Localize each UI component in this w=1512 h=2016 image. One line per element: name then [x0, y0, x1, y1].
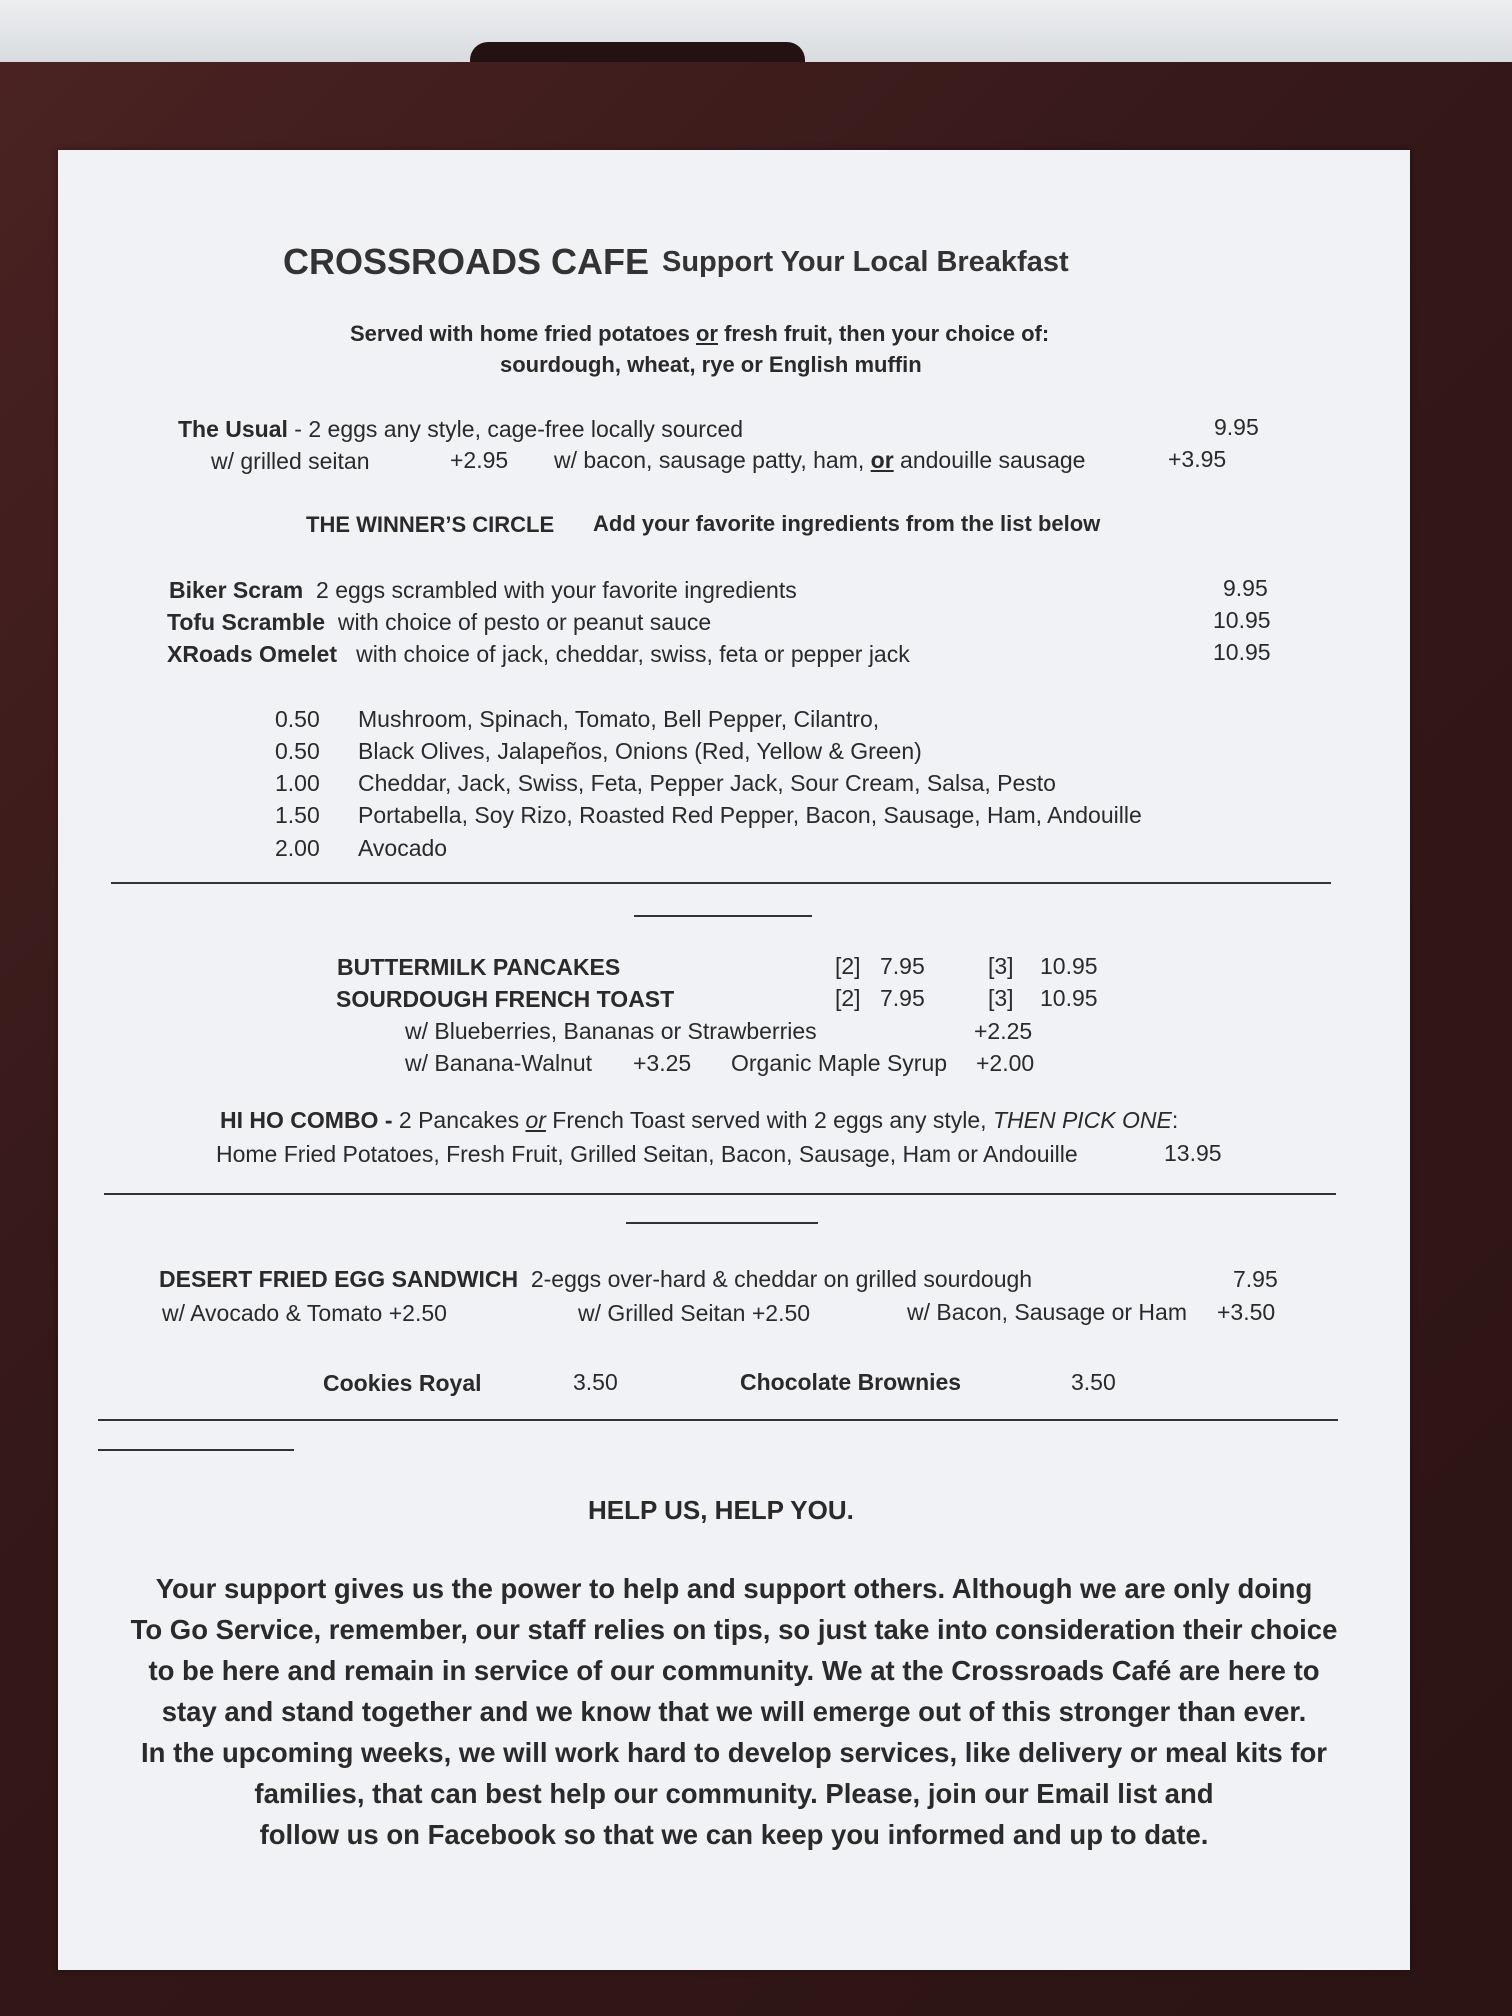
short-divider	[626, 1222, 818, 1224]
biker-scram-price: 9.95	[1223, 575, 1268, 601]
usual-seitan-price: +2.95	[450, 447, 509, 473]
berries-price: +2.25	[974, 1018, 1033, 1044]
tagline: Support Your Local Breakfast	[662, 246, 1069, 278]
syrup-addon: Organic Maple Syrup	[731, 1050, 948, 1076]
menu-item-egg-sandwich: DESERT FRIED EGG SANDWICH 2-eggs over-hard & cheddar on grilled sourdough	[159, 1266, 1033, 1292]
menu-item-brownies: Chocolate Brownies	[740, 1369, 962, 1395]
the-usual-line: The Usual - 2 eggs any style, cage-free locally sourced	[178, 416, 744, 442]
ingredient-list: Mushroom, Spinach, Tomato, Bell Pepper, Cilantro,	[358, 706, 880, 732]
usual-meat: w/ bacon, sausage patty, ham, or andouille sausage	[554, 447, 1086, 473]
served-line-2: sourdough, wheat, rye or English muffin	[500, 352, 922, 377]
section-divider	[104, 1193, 1336, 1195]
sandwich-addon-meat: w/ Bacon, Sausage or Ham	[907, 1299, 1187, 1325]
hi-ho-combo: HI HO COMBO - 2 Pancakes or French Toast served with 2 eggs any style, THEN PICK ONE:	[220, 1107, 1179, 1133]
cookies-price: 3.50	[573, 1369, 618, 1395]
xroads-omelet-price: 10.95	[1213, 639, 1271, 665]
pancakes-price-3: 10.95	[1040, 953, 1098, 979]
ingredient-list: Avocado	[358, 835, 448, 861]
sandwich-addon-seitan: w/ Grilled Seitan +2.50	[578, 1300, 811, 1326]
sandwich-addon-meat-price: +3.50	[1217, 1299, 1276, 1325]
ingredient-list: Portabella, Soy Rizo, Roasted Red Pepper, Bacon, Sausage, Ham, Andouille	[358, 802, 1142, 828]
menu-item-xroads-omelet: XRoads Omelet with choice of jack, cheddar, swiss, feta or pepper jack	[167, 641, 910, 667]
winners-circle-note: Add your favorite ingredients from the list below	[593, 511, 1101, 536]
short-divider	[634, 915, 812, 917]
ingredient-price: 2.00	[275, 835, 320, 861]
sandwich-addon-avocado: w/ Avocado & Tomato +2.50	[162, 1300, 447, 1326]
help-heading: HELP US, HELP YOU.	[588, 1495, 854, 1525]
ingredient-list: Cheddar, Jack, Swiss, Feta, Pepper Jack, Sour Cream, Salsa, Pesto	[358, 770, 1056, 796]
combo-price: 13.95	[1164, 1140, 1222, 1166]
walnut-addon: w/ Banana-Walnut	[405, 1050, 593, 1076]
winners-circle-heading: THE WINNER’S CIRCLE	[306, 512, 555, 537]
sandwich-price: 7.95	[1233, 1266, 1278, 1292]
toast-price-2: 7.95	[880, 985, 925, 1011]
berries-addon: w/ Blueberries, Bananas or Strawberries	[405, 1018, 817, 1044]
walnut-price: +3.25	[633, 1050, 692, 1076]
toast-size-3: [3]	[988, 985, 1014, 1011]
ingredient-price: 1.50	[275, 802, 320, 828]
menu-sheet	[58, 150, 1410, 1970]
usual-seitan: w/ grilled seitan	[211, 448, 370, 474]
ingredient-list: Black Olives, Jalapeños, Onions (Red, Yellow & Green)	[358, 738, 922, 764]
help-line: to be here and remain in service of our community. We at the Crossroads Café are here to	[148, 1655, 1320, 1686]
brownies-price: 3.50	[1071, 1369, 1116, 1395]
section-divider	[98, 1419, 1338, 1421]
help-line: To Go Service, remember, our staff relies on tips, so just take into consideration their choice	[130, 1614, 1338, 1645]
pancakes-price-2: 7.95	[880, 953, 925, 979]
help-line: stay and stand together and we know that we will emerge out of this stronger than ever.	[161, 1696, 1307, 1727]
syrup-price: +2.00	[976, 1050, 1035, 1076]
menu-item-french-toast: SOURDOUGH FRENCH TOAST	[336, 986, 675, 1012]
tofu-scramble-price: 10.95	[1213, 607, 1271, 633]
help-line: In the upcoming weeks, we will work hard to develop services, like delivery or meal kits for	[141, 1737, 1327, 1768]
pancakes-size-3: [3]	[988, 953, 1014, 979]
menu-item-cookies: Cookies Royal	[323, 1370, 482, 1396]
menu-item-tofu-scramble: Tofu Scramble with choice of pesto or peanut sauce	[167, 609, 712, 635]
menu-item-biker-scram: Biker Scram 2 eggs scrambled with your favorite ingredients	[169, 577, 797, 603]
toast-price-3: 10.95	[1040, 985, 1098, 1011]
help-paragraph	[98, 1568, 1370, 1855]
help-line: follow us on Facebook so that we can keep you informed and up to date.	[259, 1819, 1209, 1850]
served-line-1: Served with home fried potatoes or fresh fruit, then your choice of:	[350, 321, 1050, 346]
ingredient-price: 0.50	[275, 706, 320, 732]
toast-size-2: [2]	[835, 985, 861, 1011]
cafe-title: CROSSROADS CAFE	[283, 241, 650, 282]
ingredient-price: 0.50	[275, 738, 320, 764]
menu-item-buttermilk-pancakes: BUTTERMILK PANCAKES	[337, 954, 621, 980]
short-divider	[98, 1449, 294, 1451]
ingredient-price: 1.00	[275, 770, 320, 796]
usual-meat-price: +3.95	[1168, 446, 1227, 472]
help-line: families, that can best help our community. Please, join our Email list and	[254, 1778, 1214, 1809]
pancakes-size-2: [2]	[835, 953, 861, 979]
combo-options: Home Fried Potatoes, Fresh Fruit, Grilled Seitan, Bacon, Sausage, Ham or Andouille	[216, 1141, 1078, 1167]
section-divider	[111, 882, 1331, 884]
help-line: Your support gives us the power to help and support others. Although we are only doing	[155, 1573, 1313, 1604]
the-usual-price: 9.95	[1214, 414, 1259, 440]
